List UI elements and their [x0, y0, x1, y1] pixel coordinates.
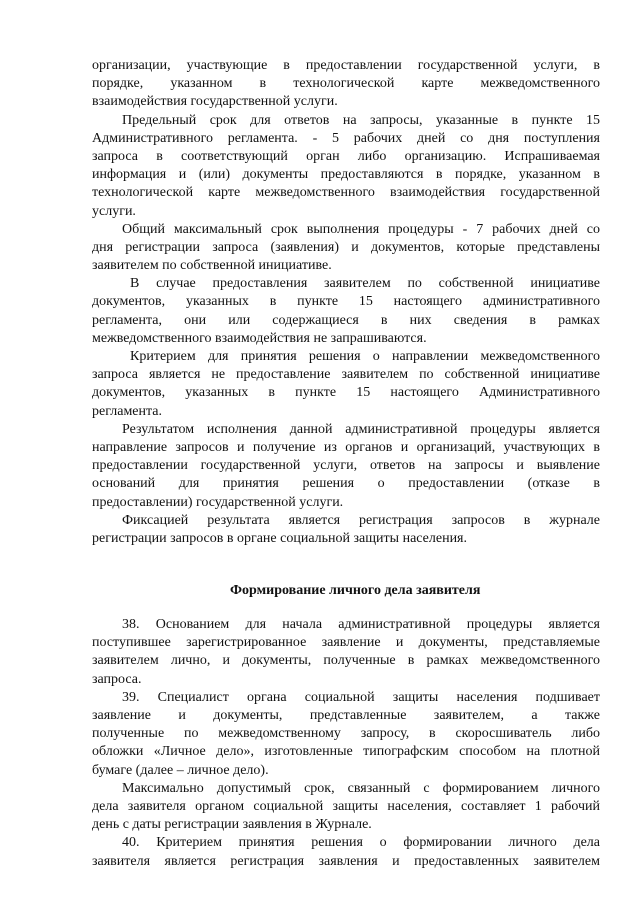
text-line: Критерием для принятия решения о направлении межведомственного [130, 349, 600, 364]
text-line: предоставлении государственной услуги, ответов на запросы и выявление [92, 458, 600, 474]
paragraph-4 [92, 275, 600, 348]
paragraph-40 [92, 834, 600, 870]
document-body [92, 57, 600, 871]
text-line: Административного регламента. - 5 рабочих дней со дня поступления [92, 130, 600, 146]
text-line: информация и (или) документы предоставляются в порядке, указанном в [92, 167, 600, 183]
text-line: запроса. [92, 671, 142, 687]
text-line: заявителем лично, и документы, полученные в рамках межведомственного [92, 653, 600, 669]
text-line: оснований для принятия решения о предоставлении (отказе в [92, 476, 600, 492]
text-line: документов, указанных в пункте 15 настоящего Административного [92, 385, 600, 401]
text-line: Максимально допустимый срок, связанный с формированием личного [122, 780, 600, 796]
text-line: предоставлении) государственной услуги. [92, 494, 344, 510]
text-line: межведомственного взаимодействия не запрашиваются. [92, 330, 427, 346]
text-line: обложки «Личное дело», изготовленные типографским способом на плотной [92, 744, 600, 760]
text-line: полученные по межведомственному запросу, в скоросшиватель либо [92, 726, 600, 742]
text-line: порядке, указанном в технологической карте межведомственного [92, 76, 600, 92]
paragraph-6 [92, 421, 600, 512]
text-line: день с даты регистрации заявления в Журнале. [92, 817, 372, 833]
text-line: регистрации запросов в органе социальной защиты населения. [92, 530, 467, 546]
text-line: Общий максимальный срок выполнения процедуры - 7 рабочих дней со [122, 221, 600, 237]
text-line: запроса является не предоставление заявителем по собственной инициативе [92, 367, 600, 383]
paragraph-39 [92, 689, 600, 780]
text-line: документов, указанных в пункте 15 настоящего административного [92, 294, 600, 310]
text-line: Предельный срок для ответов на запросы, указанные в пункте 15 [122, 112, 600, 128]
text-line: Результатом исполнения данной административной процедуры является [122, 421, 600, 437]
text-line: технологической карте межведомственного взаимодействия государственной [92, 185, 600, 201]
paragraph-7 [92, 512, 600, 548]
paragraph-2 [92, 112, 600, 221]
text-line: дела заявителя органом социальной защиты населения, составляет 1 рабочий [92, 798, 600, 814]
paragraph-1 [92, 57, 600, 112]
paragraph-3 [92, 221, 600, 276]
text-line: дня регистрации запроса (заявления) и документов, которые представлены [92, 239, 600, 255]
text-line: Фиксацией результата является регистрация запросов в журнале [122, 512, 600, 528]
paragraph-39-term [92, 780, 600, 835]
text-line: 40. Критерием принятия решения о формировании личного дела [122, 835, 600, 851]
text-line: заявителем по собственной инициативе. [92, 258, 332, 274]
text-line: направление запросов и получение из органов и организаций, участвующих в [92, 439, 600, 455]
text-line: запроса в соответствующий орган либо организацию. Испрашиваемая [92, 148, 600, 164]
text-line: взаимодействия государственной услуги. [92, 94, 338, 110]
text-line: В случае предоставления заявителем по собственной инициативе [130, 276, 600, 292]
text-line: организации, участвующие в предоставлении государственной услуги, в [92, 58, 600, 73]
text-line: поступившее зарегистрированное заявление и документы, представляемые [92, 635, 600, 651]
text-line: 39. Специалист органа социальной защиты населения подшивает [122, 689, 600, 705]
paragraph-5 [92, 348, 600, 421]
text-line: заявителя является регистрация заявления и предоставленных заявителем [92, 853, 600, 869]
section-spacer [92, 548, 600, 580]
text-line: 38. Основанием для начала административной процедуры является [122, 617, 600, 633]
paragraph-38 [92, 616, 600, 689]
heading-spacer [92, 602, 600, 616]
text-line: регламента, они или содержащиеся в них сведения в рамках [92, 312, 600, 328]
section-heading: Формирование личного дела заявителя [230, 583, 481, 599]
text-line: заявление и документы, представленные заявителем, а также [92, 708, 600, 723]
text-line: бумаге (далее – личное дело). [92, 762, 269, 778]
text-line: регламента. [92, 403, 163, 419]
text-line: услуги. [92, 203, 136, 219]
